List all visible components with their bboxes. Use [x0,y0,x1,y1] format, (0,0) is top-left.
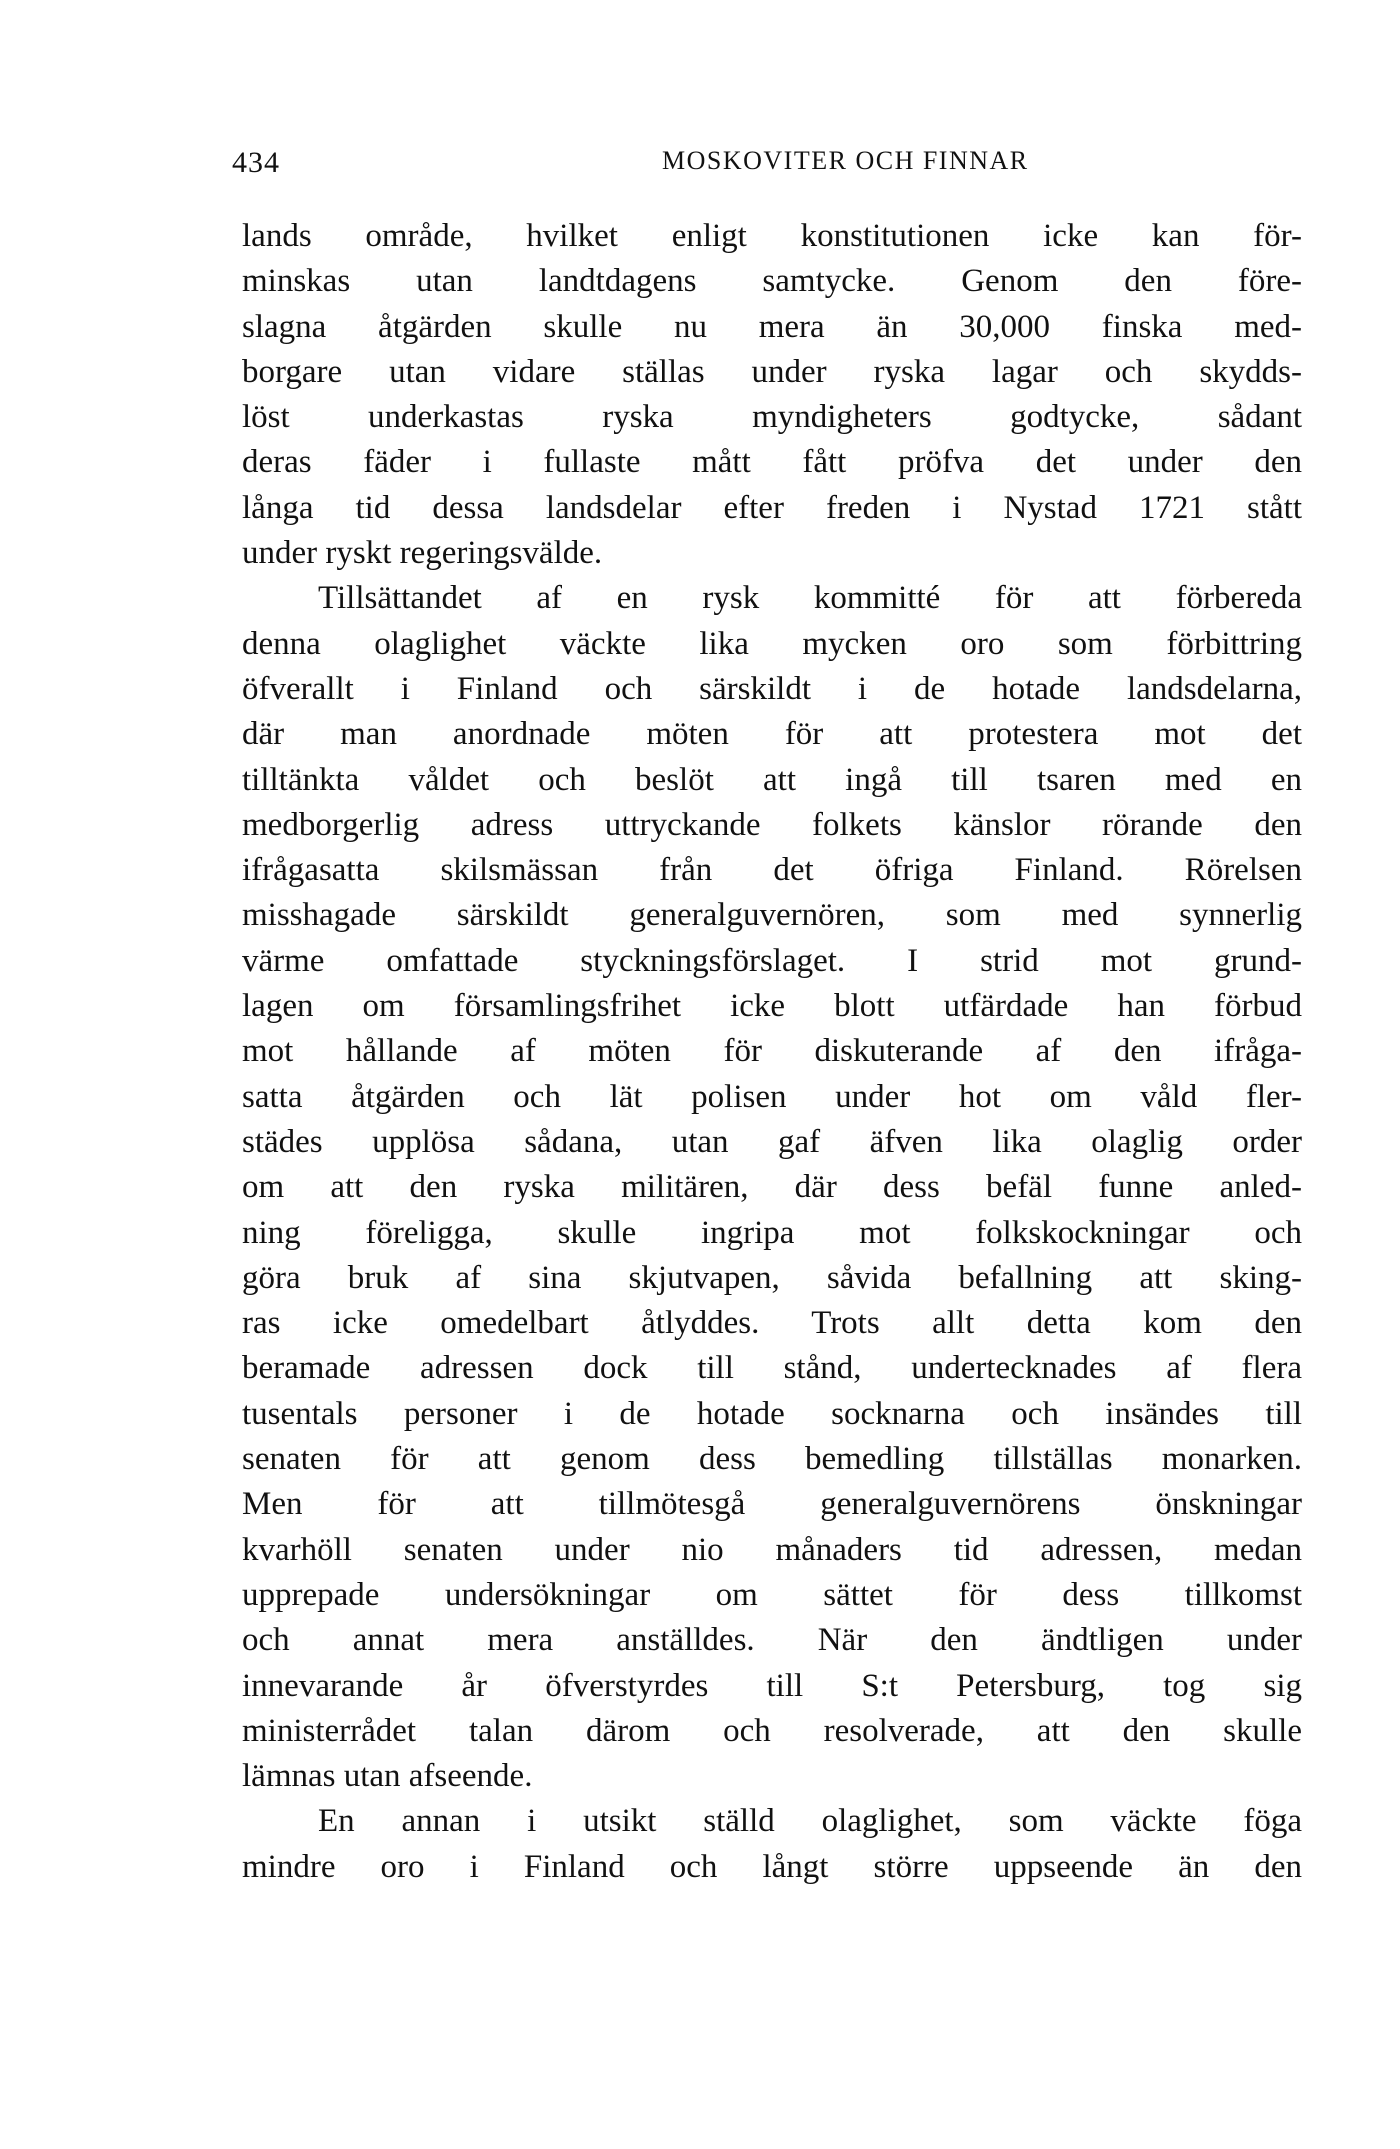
paragraph-start-line: En annan i utsikt ställd olaglighet, som väckte föga [318,1803,1302,1840]
text-line: tilltänkta våldet och beslöt att ingå till tsaren med en [242,761,1302,798]
text-line: lands område, hvilket enligt konstitutionen icke kan för- [242,218,1302,254]
text-line: slagna åtgärden skulle nu mera än 30,000 finska med- [242,308,1302,345]
text-line: mindre oro i Finland och långt större uppseende än den [242,1848,1302,1885]
text-line: innevarande år öfverstyrdes till S:t Petersburg, tog sig [242,1667,1302,1704]
text-line: värme omfattade styckningsförslaget. I strid mot grund- [242,942,1302,979]
text-line: misshagade särskildt generalguvernören, som med synnerlig [242,897,1302,934]
text-line: borgare utan vidare ställas under ryska lagar och skydds- [242,353,1302,390]
running-title: MOSKOVITER OCH FINNAR [662,146,1029,175]
text-line: beramade adressen dock till stånd, undertecknades af flera [242,1350,1302,1387]
page-number: 434 [232,146,280,179]
text-line: medborgerlig adress uttryckande folkets känslor rörande den [242,806,1302,843]
text-line: minskas utan landtdagens samtycke. Genom den före- [242,263,1302,300]
body-text [242,214,1302,1890]
text-line: senaten för att genom dess bemedling tillställas monarken. [242,1441,1302,1478]
text-line: långa tid dessa landsdelar efter freden i Nystad 1721 stått [242,489,1302,526]
text-line: om att den ryska militären, där dess befäl funne anled- [242,1169,1302,1206]
text-line: lämnas utan afseende. [242,1758,533,1795]
page-header [232,146,1264,186]
text-line: ifrågasatta skilsmässan från det öfriga Finland. Rörelsen [242,852,1302,889]
text-line: denna olaglighet väckte lika mycken oro som förbittring [242,625,1302,662]
text-line: ras icke omedelbart åtlyddes. Trots allt detta kom den [242,1305,1302,1342]
text-line: ning föreligga, skulle ingripa mot folkskockningar och [242,1214,1302,1251]
text-line: upprepade undersökningar om sättet för dess tillkomst [242,1576,1302,1613]
text-line: satta åtgärden och lät polisen under hot om våld fler- [242,1078,1302,1115]
text-line: kvarhöll senaten under nio månaders tid adressen, medan [242,1531,1302,1568]
text-line: ministerrådet talan därom och resolverade, att den skulle [242,1712,1302,1749]
text-line: tusentals personer i de hotade socknarna och insändes till [242,1395,1302,1432]
text-line: under ryskt regeringsvälde. [242,535,603,572]
text-line: städes upplösa sådana, utan gaf äfven lika olaglig order [242,1123,1302,1160]
text-line: löst underkastas ryska myndigheters godtycke, sådant [242,399,1302,436]
text-line: mot hållande af möten för diskuterande af den ifråga- [242,1033,1302,1070]
text-line: lagen om församlingsfrihet icke blott utfärdade han förbud [242,988,1302,1025]
text-line: och annat mera anställdes. När den ändtligen under [242,1622,1302,1659]
text-line: deras fäder i fullaste mått fått pröfva det under den [242,444,1302,481]
text-line: öfverallt i Finland och särskildt i de hotade landsdelarna, [242,670,1302,707]
paragraph-start-line: Tillsättandet af en rysk kommitté för att förbereda [318,580,1302,617]
text-line: göra bruk af sina skjutvapen, såvida befallning att sking- [242,1259,1302,1296]
text-line: Men för att tillmötesgå generalguvernörens önskningar [242,1486,1302,1523]
text-line: där man anordnade möten för att protestera mot det [242,716,1302,753]
